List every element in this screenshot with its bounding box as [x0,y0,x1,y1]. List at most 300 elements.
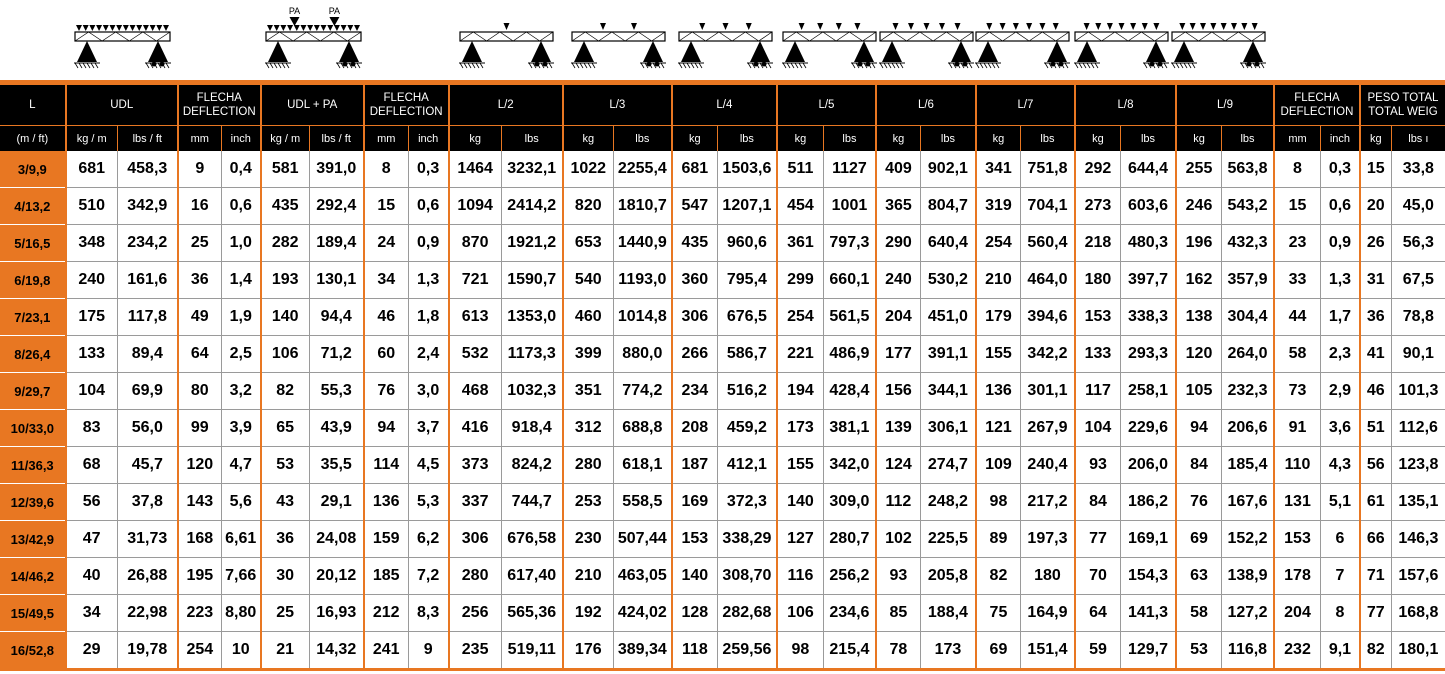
value-cell: 0,3 [1320,151,1359,188]
group-header-label: FLECHA [383,92,429,104]
value-cell: 20 [1360,188,1391,225]
value-cell: 617,40 [501,558,563,595]
value-cell: 193 [261,262,310,299]
value-cell: 23 [1274,225,1320,262]
table-row [0,373,1445,410]
unit-header: kg [976,126,1020,152]
value-cell: 902,1 [920,151,976,188]
value-cell: 744,7 [501,484,563,521]
value-cell: 234,6 [823,595,876,632]
value-cell: 124 [876,447,920,484]
unit-header: lbs [613,126,672,152]
table-row [0,521,1445,558]
value-cell: 308,70 [717,558,777,595]
value-cell: 267,9 [1020,410,1075,447]
value-cell: 71,2 [309,336,364,373]
value-cell: 15 [1274,188,1320,225]
table-row [0,336,1445,373]
value-cell: 254 [178,632,221,670]
value-cell: 76 [364,373,408,410]
value-cell: 24 [364,225,408,262]
value-cell: 280 [449,558,502,595]
value-cell: 138,9 [1221,558,1274,595]
value-cell: 1127 [823,151,876,188]
value-cell: 120 [178,447,221,484]
value-cell: 1,3 [1320,262,1359,299]
beam-diagram [678,23,773,68]
table-row [0,484,1445,521]
value-cell: 194 [777,373,823,410]
unit-header: kg [449,126,502,152]
beam-diagram [265,6,362,68]
pa-label: PA [288,6,301,16]
group-header-row [0,85,1445,126]
value-cell: 53 [1176,632,1221,670]
value-cell: 3232,1 [501,151,563,188]
value-cell: 435 [261,188,310,225]
value-cell: 240 [66,262,118,299]
value-cell: 82 [976,558,1020,595]
value-cell: 253 [563,484,614,521]
value-cell: 167,6 [1221,484,1274,521]
value-cell: 123,8 [1391,447,1445,484]
value-cell: 58 [1176,595,1221,632]
value-cell: 168 [178,521,221,558]
value-cell: 341 [976,151,1020,188]
value-cell: 394,6 [1020,299,1075,336]
length-cell: 3/9,9 [0,151,66,188]
value-cell: 101,3 [1391,373,1445,410]
value-cell: 69 [976,632,1020,670]
value-cell: 106 [261,336,310,373]
value-cell: 105 [1176,373,1221,410]
value-cell: 56 [1360,447,1391,484]
value-cell: 151,4 [1020,632,1075,670]
value-cell: 507,44 [613,521,672,558]
value-cell: 319 [976,188,1020,225]
value-cell: 135,1 [1391,484,1445,521]
value-cell: 1,8 [408,299,448,336]
value-cell: 133 [66,336,118,373]
value-cell: 153 [672,521,717,558]
value-cell: 258,1 [1120,373,1176,410]
value-cell: 164,9 [1020,595,1075,632]
value-cell: 304,4 [1221,299,1274,336]
table-row [0,151,1445,188]
value-cell: 232 [1274,632,1320,670]
value-cell: 173 [920,632,976,670]
length-cell: 14/46,2 [0,558,66,595]
group-header [1274,85,1360,126]
value-cell: 1590,7 [501,262,563,299]
value-cell: 102 [876,521,920,558]
value-cell: 4,7 [221,447,260,484]
value-cell: 660,1 [823,262,876,299]
value-cell: 116,8 [1221,632,1274,670]
value-cell: 89 [976,521,1020,558]
value-cell: 530,2 [920,262,976,299]
value-cell: 2,3 [1320,336,1359,373]
group-header [672,85,777,126]
group-header-label: DEFLECTION [369,106,443,118]
value-cell: 84 [1075,484,1120,521]
value-cell: 49 [178,299,221,336]
value-cell: 795,4 [717,262,777,299]
value-cell: 424,02 [613,595,672,632]
value-cell: 66 [1360,521,1391,558]
value-cell: 342,2 [1020,336,1075,373]
value-cell: 618,1 [613,447,672,484]
value-cell: 824,2 [501,447,563,484]
value-cell: 1464 [449,151,502,188]
value-cell: 45,7 [117,447,178,484]
value-cell: 721 [449,262,502,299]
value-cell: 26 [1360,225,1391,262]
value-cell: 306 [449,521,502,558]
value-cell: 560,4 [1020,225,1075,262]
value-cell: 59 [1075,632,1120,670]
unit-header: kg [1360,126,1391,152]
beam-diagram [74,25,171,68]
value-cell: 121 [976,410,1020,447]
unit-header: mm [1274,126,1320,152]
value-cell: 46 [1360,373,1391,410]
value-cell: 299 [777,262,823,299]
value-cell: 259,56 [717,632,777,670]
value-cell: 1022 [563,151,614,188]
value-cell: 8 [1274,151,1320,188]
value-cell: 5,1 [1320,484,1359,521]
value-cell: 290 [876,225,920,262]
value-cell: 7,66 [221,558,260,595]
value-cell: 255 [1176,151,1221,188]
value-cell: 510 [66,188,118,225]
unit-header: inch [408,126,448,152]
load-diagram-row [0,0,1445,80]
value-cell: 205,8 [920,558,976,595]
value-cell: 676,5 [717,299,777,336]
value-cell: 451,0 [920,299,976,336]
value-cell: 820 [563,188,614,225]
value-cell: 120 [1176,336,1221,373]
value-cell: 409 [876,151,920,188]
value-cell: 139 [876,410,920,447]
value-cell: 230 [563,521,614,558]
value-cell: 56 [66,484,118,521]
value-cell: 1094 [449,188,502,225]
value-cell: 1810,7 [613,188,672,225]
table-row [0,595,1445,632]
value-cell: 1001 [823,188,876,225]
value-cell: 197,3 [1020,521,1075,558]
value-cell: 644,4 [1120,151,1176,188]
value-cell: 653 [563,225,614,262]
value-cell: 196 [1176,225,1221,262]
value-cell: 204 [876,299,920,336]
value-cell: 361 [777,225,823,262]
value-cell: 0,9 [408,225,448,262]
length-cell: 11/36,3 [0,447,66,484]
value-cell: 2,5 [221,336,260,373]
value-cell: 30 [261,558,310,595]
group-header [449,85,563,126]
value-cell: 372,3 [717,484,777,521]
value-cell: 104 [66,373,118,410]
value-cell: 256 [449,595,502,632]
value-cell: 2,4 [408,336,448,373]
value-cell: 460 [563,299,614,336]
value-cell: 774,2 [613,373,672,410]
value-cell: 246 [1176,188,1221,225]
group-header-label: L/8 [1117,99,1134,111]
group-header [563,85,672,126]
value-cell: 306 [672,299,717,336]
value-cell: 254 [976,225,1020,262]
value-cell: 217,2 [1020,484,1075,521]
value-cell: 561,5 [823,299,876,336]
value-cell: 338,3 [1120,299,1176,336]
value-cell: 292,4 [309,188,364,225]
group-header-label: DEFLECTION [1280,106,1354,118]
value-cell: 0,3 [408,151,448,188]
value-cell: 282,68 [717,595,777,632]
value-cell: 44 [1274,299,1320,336]
value-cell: 880,0 [613,336,672,373]
value-cell: 99 [178,410,221,447]
value-cell: 351 [563,373,614,410]
value-cell: 565,36 [501,595,563,632]
value-cell: 185 [364,558,408,595]
value-cell: 40 [66,558,118,595]
value-cell: 64 [1075,595,1120,632]
value-cell: 229,6 [1120,410,1176,447]
value-cell: 391,0 [309,151,364,188]
value-cell: 56,3 [1391,225,1445,262]
value-cell: 33,8 [1391,151,1445,188]
value-cell: 53 [261,447,310,484]
value-cell: 459,2 [717,410,777,447]
value-cell: 558,5 [613,484,672,521]
beam-diagram [879,23,974,68]
value-cell: 0,6 [221,188,260,225]
length-cell: 15/49,5 [0,595,66,632]
value-cell: 43 [261,484,310,521]
group-header-label: L/9 [1217,99,1234,111]
value-cell: 365 [876,188,920,225]
value-cell: 9 [178,151,221,188]
value-cell: 153 [1075,299,1120,336]
value-cell: 0,6 [408,188,448,225]
value-cell: 159 [364,521,408,558]
value-cell: 140 [672,558,717,595]
value-cell: 348 [66,225,118,262]
unit-header: kg [672,126,717,152]
value-cell: 175 [66,299,118,336]
length-cell: 5/16,5 [0,225,66,262]
value-cell: 223 [178,595,221,632]
value-cell: 180 [1020,558,1075,595]
value-cell: 16,93 [309,595,364,632]
value-cell: 77 [1360,595,1391,632]
value-cell: 131 [1274,484,1320,521]
unit-header: mm [364,126,408,152]
value-cell: 960,6 [717,225,777,262]
value-cell: 206,6 [1221,410,1274,447]
value-cell: 185,4 [1221,447,1274,484]
value-cell: 454 [777,188,823,225]
value-cell: 76 [1176,484,1221,521]
value-cell: 56,0 [117,410,178,447]
value-cell: 31,73 [117,521,178,558]
value-cell: 234,2 [117,225,178,262]
value-cell: 918,4 [501,410,563,447]
value-cell: 458,3 [117,151,178,188]
value-cell: 373 [449,447,502,484]
unit-header: kg [1075,126,1120,152]
group-header-label: L/3 [609,99,626,111]
value-cell: 61 [1360,484,1391,521]
group-header [261,85,364,126]
table-row [0,558,1445,595]
value-cell: 241 [364,632,408,670]
unit-header: kg / m [66,126,118,152]
value-cell: 114 [364,447,408,484]
value-cell: 141,3 [1120,595,1176,632]
value-cell: 3,2 [221,373,260,410]
value-cell: 391,1 [920,336,976,373]
value-cell: 104 [1075,410,1120,447]
value-cell: 118 [672,632,717,670]
group-header [1075,85,1176,126]
unit-header: lbs [1020,126,1075,152]
value-cell: 210 [976,262,1020,299]
value-cell: 306,1 [920,410,976,447]
value-cell: 77 [1075,521,1120,558]
value-cell: 1,7 [1320,299,1359,336]
value-cell: 31 [1360,262,1391,299]
length-cell: 12/39,6 [0,484,66,521]
unit-header: inch [221,126,260,152]
value-cell: 189,4 [309,225,364,262]
value-cell: 45,0 [1391,188,1445,225]
value-cell: 543,2 [1221,188,1274,225]
value-cell: 337 [449,484,502,521]
value-cell: 221 [777,336,823,373]
value-cell: 218 [1075,225,1120,262]
value-cell: 186,2 [1120,484,1176,521]
value-cell: 29 [66,632,118,670]
value-cell: 7 [1320,558,1359,595]
value-cell: 1032,3 [501,373,563,410]
value-cell: 110 [1274,447,1320,484]
value-cell: 274,7 [920,447,976,484]
value-cell: 234 [672,373,717,410]
value-cell: 177 [876,336,920,373]
value-cell: 532 [449,336,502,373]
unit-header: lbs / ft [309,126,364,152]
value-cell: 282 [261,225,310,262]
value-cell: 98 [976,484,1020,521]
load-table-container [0,85,1445,674]
value-cell: 71 [1360,558,1391,595]
value-cell: 82 [1360,632,1391,670]
value-cell: 161,6 [117,262,178,299]
value-cell: 112,6 [1391,410,1445,447]
value-cell: 432,3 [1221,225,1274,262]
length-cell: 10/33,0 [0,410,66,447]
value-cell: 68 [66,447,118,484]
value-cell: 143 [178,484,221,521]
value-cell: 3,6 [1320,410,1359,447]
value-cell: 16 [178,188,221,225]
value-cell: 389,34 [613,632,672,670]
value-cell: 1921,2 [501,225,563,262]
table-row [0,447,1445,484]
value-cell: 136 [364,484,408,521]
value-cell: 138 [1176,299,1221,336]
value-cell: 69,9 [117,373,178,410]
value-cell: 29,1 [309,484,364,521]
group-header [777,85,876,126]
value-cell: 464,0 [1020,262,1075,299]
value-cell: 127 [777,521,823,558]
table-row [0,410,1445,447]
value-cell: 412,1 [717,447,777,484]
value-cell: 127,2 [1221,595,1274,632]
table-row [0,225,1445,262]
value-cell: 360 [672,262,717,299]
value-cell: 109 [976,447,1020,484]
value-cell: 41 [1360,336,1391,373]
group-header [1176,85,1274,126]
value-cell: 640,4 [920,225,976,262]
group-header [976,85,1075,126]
value-cell: 43,9 [309,410,364,447]
value-cell: 399 [563,336,614,373]
value-cell: 15 [1360,151,1391,188]
value-cell: 581 [261,151,310,188]
beam-diagrams [0,0,1445,80]
group-header-label: L/5 [818,99,835,111]
group-header-label: L/7 [1017,99,1034,111]
value-cell: 3,9 [221,410,260,447]
load-table [0,85,1445,671]
value-cell: 24,08 [309,521,364,558]
value-cell: 195 [178,558,221,595]
group-header-label: UDL + PA [287,99,338,111]
value-cell: 292 [1075,151,1120,188]
value-cell: 129,7 [1120,632,1176,670]
value-cell: 1014,8 [613,299,672,336]
value-cell: 4,3 [1320,447,1359,484]
value-cell: 266 [672,336,717,373]
value-cell: 90,1 [1391,336,1445,373]
value-cell: 797,3 [823,225,876,262]
value-cell: 8,80 [221,595,260,632]
value-cell: 136 [976,373,1020,410]
table-row [0,262,1445,299]
value-cell: 210 [563,558,614,595]
beam-diagram [571,23,666,68]
value-cell: 344,1 [920,373,976,410]
value-cell: 681 [672,151,717,188]
pa-label: PA [328,6,341,16]
value-cell: 751,8 [1020,151,1075,188]
value-cell: 613 [449,299,502,336]
value-cell: 89,4 [117,336,178,373]
value-cell: 36 [261,521,310,558]
value-cell: 78 [876,632,920,670]
